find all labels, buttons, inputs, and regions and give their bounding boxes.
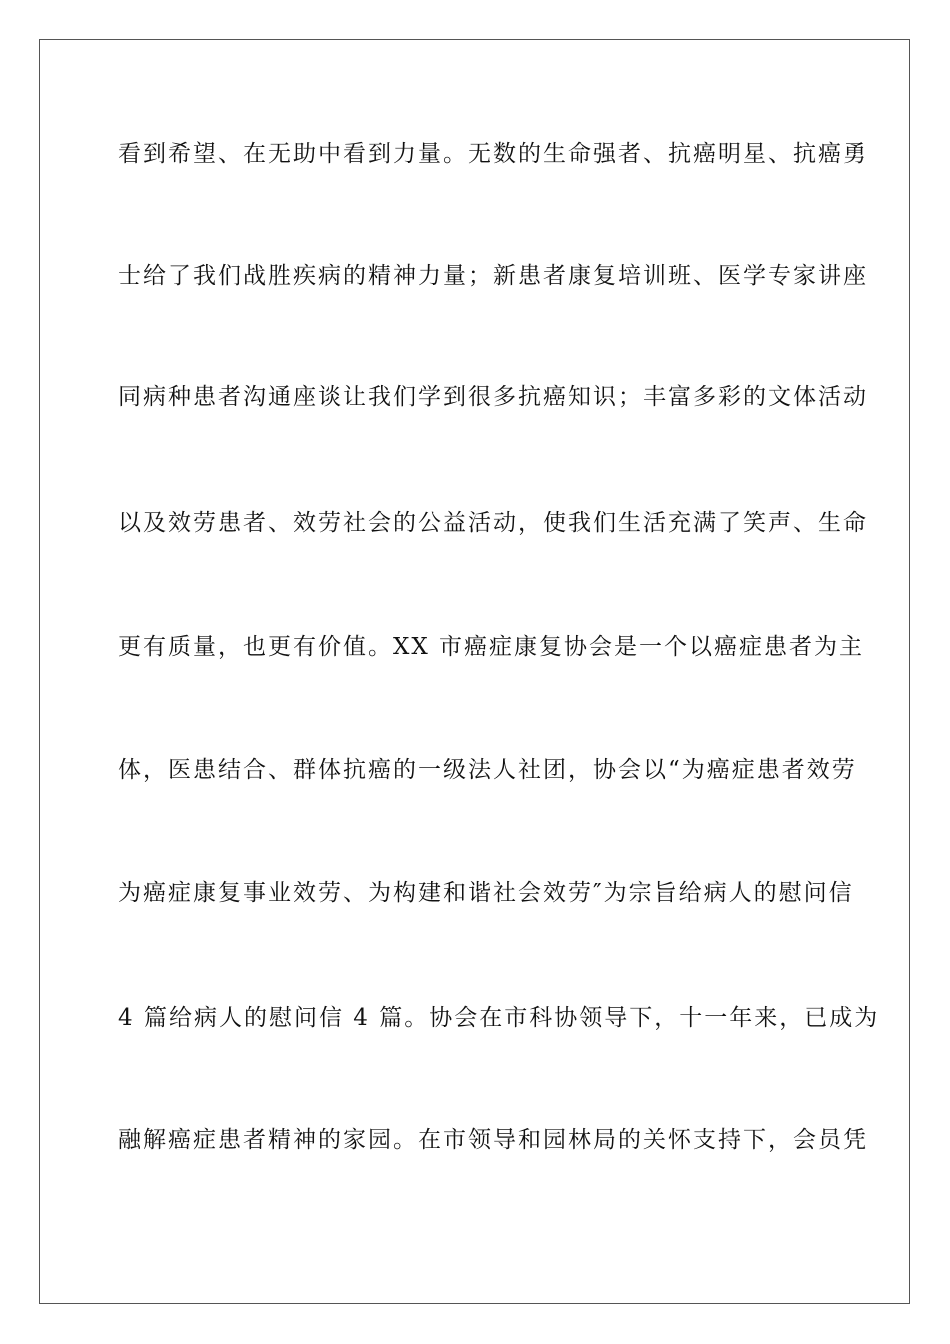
body-text-line: 更有质量，也更有价值。XX 市癌症康复协会是一个以癌症患者为主 [118,634,865,660]
body-text-line: 体，医患结合、群体抗癌的一级法人社团，协会以“为癌症患者效劳 [118,757,857,783]
body-text-line: 4 篇给病人的慰问信 4 篇。协会在市科协领导下，十一年来，已成为 [118,1005,880,1031]
body-text-line: 以及效劳患者、效劳社会的公益活动，使我们生活充满了笑声、生命 [118,510,868,536]
body-text-line: 士给了我们战胜疾病的精神力量；新患者康复培训班、医学专家讲座 [118,263,868,289]
page-border [39,39,910,1304]
body-text-line: 看到希望、在无助中看到力量。无数的生命强者、抗癌明星、抗癌勇 [118,141,868,167]
body-text-line: 为癌症康复事业效劳、为构建和谐社会效劳″为宗旨给病人的慰问信 [118,880,854,906]
body-text-line: 同病种患者沟通座谈让我们学到很多抗癌知识；丰富多彩的文体活动 [118,384,868,410]
body-text-line: 融解癌症患者精神的家园。在市领导和园林局的关怀支持下，会员凭 [118,1127,868,1153]
